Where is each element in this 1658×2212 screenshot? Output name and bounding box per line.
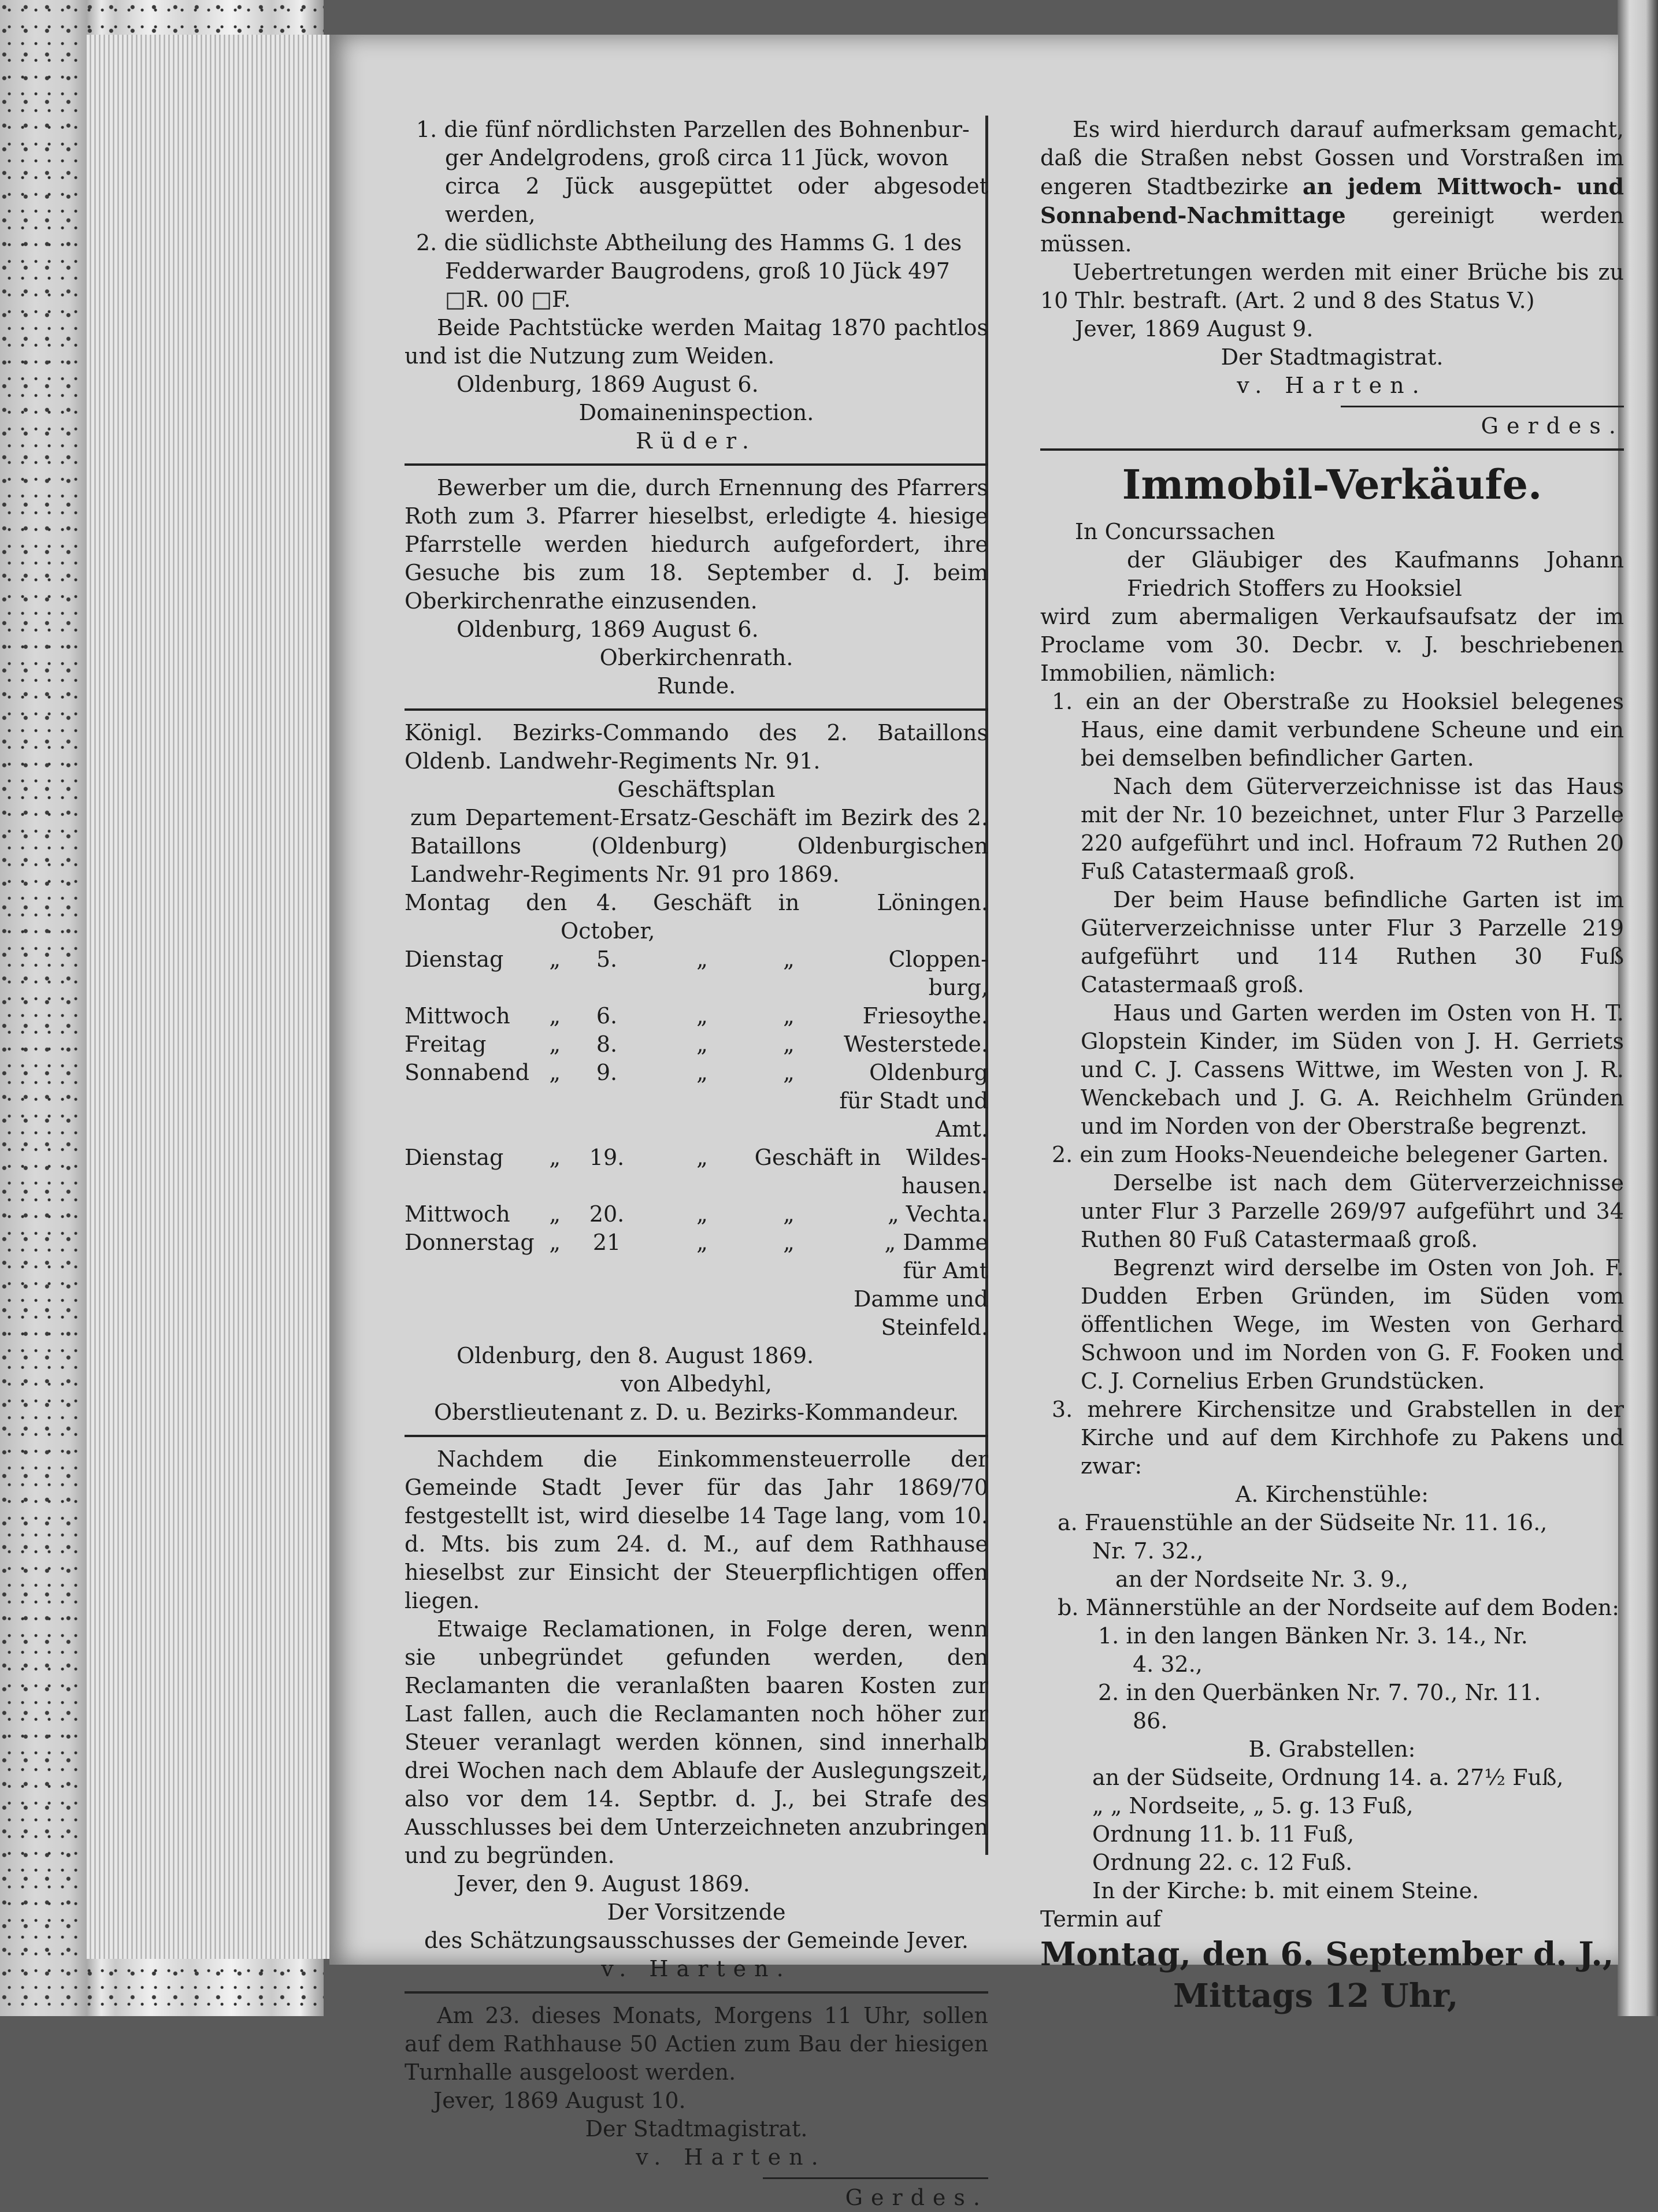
- day: [405, 974, 526, 1002]
- place: Cloppen-: [888, 947, 988, 972]
- day: Dienstag: [405, 1145, 504, 1170]
- street-body: Uebertretungen werden mit einer Brüche bis zu 10 Thlr. bestraft. (Art. 2 und 8 des Status V.): [1040, 259, 1624, 313]
- military-title: Geschäftsplan: [617, 777, 776, 802]
- notice-property-sale: [1040, 518, 1624, 2017]
- den: den: [526, 890, 567, 915]
- right-column: [1040, 116, 1624, 2017]
- tax-body: Etwaige Reclamationen, in Folge deren, wenn sie unbegründet gefunden werden, den Reclamanten die veranlaßten baaren Kosten zur Last fallen, auch die Reclamanten noch höher zur Steuer veranlagt werden können, sind innerhalb drei Wochen nach dem Ablaufe der Auslegungszeit, also vor dem 14. Septbr. d. J., bei Strafe des Ausschlusses bei dem Unterzeichneten anzubringen und zu begründen.: [405, 1616, 988, 1868]
- pew-line: 4. 32.,: [1133, 1651, 1203, 1677]
- date: 20.: [589, 1201, 625, 1227]
- den: „: [549, 947, 561, 972]
- ditto: „: [696, 1201, 708, 1227]
- schedule-row: [405, 1257, 988, 1342]
- place: Westerstede.: [843, 1031, 988, 1057]
- den: „: [549, 1003, 561, 1029]
- countersignature: Gerdes.: [845, 2185, 988, 2210]
- lease-line: ger Andelgrodens, groß circa 11 Jück, wovon: [445, 145, 949, 170]
- den: [526, 1257, 561, 1342]
- street-body: [1040, 116, 1624, 258]
- schedule-row: [405, 889, 988, 945]
- divider: [1341, 406, 1624, 407]
- place: Wildes-: [906, 1145, 988, 1170]
- ditto: Geschäft: [653, 890, 752, 915]
- ditto: „: [783, 947, 795, 972]
- signature: Rüder.: [636, 428, 757, 454]
- place: burg,: [928, 975, 988, 1000]
- den: [526, 1172, 561, 1200]
- grave-line: „ „ Nordseite, „ 5. g. 13 Fuß,: [1092, 1793, 1414, 1818]
- den: „: [549, 1031, 561, 1057]
- grave-line: Ordnung 22. c. 12 Fuß.: [1092, 1850, 1353, 1875]
- sale-item-text: Begrenzt wird derselbe im Osten von Joh. F. Dudden Erben Gründen, im Süden vom öffentlichen Wege, im Westen von Gerhard Schwoon und im Norden von G. F. Fooken und C. J. Cornelius Erben Grundstücken.: [1081, 1255, 1624, 1394]
- date: [561, 1087, 653, 1144]
- ditto: „: [696, 947, 708, 972]
- lease-line: circa 2 Jück ausgepüttet oder abgesodet werden,: [445, 173, 988, 227]
- pew-line: an der Nordseite Nr. 3. 9.,: [1115, 1567, 1408, 1592]
- place: für Stadt und Amt.: [839, 1088, 988, 1142]
- section-heading: Immobil-Verkäufe.: [1122, 461, 1542, 509]
- notice-tax-roll: [405, 1445, 988, 1983]
- ditto: [653, 1257, 751, 1342]
- place-date: Oldenburg, den 8. August 1869.: [457, 1343, 814, 1368]
- den: „: [549, 1145, 561, 1170]
- ditto: [653, 1172, 751, 1200]
- authority: des Schätzungsausschusses der Gemeinde Jever.: [424, 1928, 969, 1953]
- ditto: „: [783, 1003, 795, 1029]
- den: „: [549, 1230, 561, 1255]
- pew-line: 1. in den langen Bänken Nr. 3. 14., Nr.: [1098, 1623, 1528, 1649]
- lease-line: □R. 00 □F.: [445, 287, 571, 312]
- schedule-row: [405, 1200, 988, 1229]
- ditto: „: [696, 1060, 708, 1085]
- day: Sonnabend: [405, 1060, 530, 1085]
- authority: Oberkirchenrath.: [599, 645, 793, 670]
- place-date: Oldenburg, 1869 August 6.: [457, 617, 759, 642]
- schedule-row: [405, 974, 988, 1002]
- date: 5.: [596, 947, 618, 972]
- lease-line: 2. die südlichste Abtheilung des Hamms G. 1 des: [416, 230, 962, 255]
- schedule-row: [405, 945, 988, 974]
- day: Donnerstag: [405, 1230, 535, 1255]
- shares-body: Am 23. dieses Monats, Morgens 11 Uhr, sollen auf dem Rathhause 50 Actien zum Bau der hiesigen Turnhalle ausgeloost werden.: [405, 2003, 988, 2085]
- authority: Der Stadtmagistrat.: [1221, 344, 1444, 370]
- notice-pastor: [405, 474, 988, 700]
- date: [561, 1257, 653, 1342]
- den: „: [549, 1060, 561, 1085]
- countersignature: Gerdes.: [1481, 413, 1624, 439]
- place: hausen.: [901, 1173, 988, 1198]
- lease-line: Fedderwarder Baugrodens, groß 10 Jück 497: [445, 258, 950, 284]
- signature: Runde.: [656, 673, 736, 699]
- date: 21: [592, 1230, 621, 1255]
- termin-time: Mittags 12 Uhr,: [1173, 1977, 1459, 2015]
- place: „ Vechta.: [888, 1201, 988, 1227]
- pew-line: b. Männerstühle an der Nordseite auf dem Boden:: [1058, 1595, 1620, 1620]
- divider: [1040, 448, 1624, 451]
- schedule-row: [405, 1172, 988, 1200]
- military-header: Königl. Bezirks-Commando des 2. Bataillons Oldenb. Landwehr-Regiments Nr. 91.: [405, 720, 988, 774]
- place-date: Oldenburg, 1869 August 6.: [457, 372, 759, 397]
- date: 4. October,: [561, 890, 655, 944]
- pew-line: 86.: [1133, 1708, 1168, 1734]
- schedule-row: [405, 1087, 988, 1144]
- notice-street-cleaning: [1040, 116, 1624, 440]
- date: 6.: [596, 1003, 618, 1029]
- schedule-row: [405, 1229, 988, 1257]
- subheading: B. Grabstellen:: [1248, 1736, 1416, 1762]
- ditto: [751, 1087, 826, 1144]
- pastor-body: Bewerber um die, durch Ernennung des Pfarrers Roth zum 3. Pfarrer hieselbst, erledigte 4. hiesige Pfarrstelle werden hiedurch aufgefordert, ihre Gesuche bis zum 18. September d. J. beim Oberkirchenrathe einzusenden.: [405, 475, 988, 614]
- signature: v. Harten.: [601, 1956, 792, 1981]
- place-date: Jever, 1869 August 10.: [433, 2088, 686, 2113]
- day: Mittwoch: [405, 1201, 510, 1227]
- date: [561, 1172, 653, 1200]
- sale-item-text: Derselbe ist nach dem Güterverzeichnisse unter Flur 3 Parzelle 269/97 aufgeführt und 34 Ruthen 80 Fuß Catastermaaß groß.: [1081, 1170, 1624, 1252]
- body-bold: an jedem Mittwoch- und Sonnabend-Nachmittage: [1040, 173, 1624, 228]
- military-subtitle: zum Departement-Ersatz-Geschäft im Bezirk des 2. Bataillons (Oldenburg) Oldenburgischen Landwehr-Regiments Nr. 91 pro 1869.: [410, 805, 988, 887]
- left-column: [405, 116, 988, 2212]
- sale-item: 3. mehrere Kirchensitze und Grabstellen in der Kirche und auf dem Kirchhofe zu Pakens und zwar:: [1052, 1397, 1624, 1479]
- place: „ Damme: [884, 1230, 988, 1255]
- sale-intro: wird zum abermaligen Verkaufsaufsatz der im Proclame vom 30. Decbr. v. J. beschriebenen Immobilien, nämlich:: [1040, 604, 1624, 686]
- date: 9.: [596, 1060, 618, 1085]
- ditto: „: [783, 1230, 795, 1255]
- pew-line: Nr. 7. 32.,: [1092, 1538, 1204, 1564]
- sale-item-text: Haus und Garten werden im Osten von H. T. Glopstein Kinder, im Süden von J. H. Gerriets und C. J. Cassens Wittwe, im Westen von J. R. Wenckebach und J. G. A. Reichhelm Gründen und im Norden von der Oberstraße begrenzt.: [1081, 1000, 1624, 1139]
- pew-line: 2. in den Querbänken Nr. 7. 70., Nr. 11.: [1098, 1680, 1541, 1705]
- date: [561, 974, 653, 1002]
- termin-label: Termin auf: [1040, 1906, 1161, 1932]
- place: Friesoythe.: [862, 1003, 988, 1029]
- place: Löningen.: [877, 890, 988, 915]
- ditto: [653, 1087, 751, 1144]
- ditto: in: [778, 890, 800, 915]
- schedule-row: [405, 1144, 988, 1172]
- day: Montag: [405, 890, 491, 915]
- sale-item-text: Nach dem Güterverzeichnisse ist das Haus mit der Nr. 10 bezeichnet, unter Flur 3 Parzelle 220 aufgeführt und incl. Hofraum 72 Ruthen 20 Fuß Catastermaaß groß.: [1081, 774, 1624, 884]
- ditto: Geschäft in: [754, 1145, 881, 1170]
- place-date: Jever, den 9. August 1869.: [457, 1871, 750, 1896]
- place: Oldenburg: [869, 1060, 988, 1085]
- lease-line: 1. die fünf nördlichsten Parzellen des Bohnenbur-: [416, 117, 970, 142]
- tax-body: Nachdem die Einkommensteuerrolle der Gemeinde Stadt Jever für das Jahr 1869/70 festgestellt ist, wird dieselbe 14 Tage lang, vom 10. d. Mts. bis zum 24. d. M., auf dem Rathhause hieselbst zur Einsicht der Steuerpflichtigen offen liegen.: [405, 1446, 988, 1613]
- sale-item-text: Der beim Hause befindliche Garten ist im Güterverzeichnisse unter Flur 3 Parzelle 219 aufgeführt und 114 Ruthen 30 Fuß Catastermaaß groß.: [1081, 887, 1624, 997]
- day: [405, 1257, 526, 1342]
- divider: [405, 1991, 988, 1994]
- termin-date: Montag, den 6. September d. J.,: [1040, 1935, 1614, 1973]
- notice-lease: [405, 116, 988, 455]
- authority: Der Vorsitzende: [607, 1899, 786, 1925]
- signature: von Albedyhl,: [621, 1371, 772, 1397]
- ditto: „: [696, 1003, 708, 1029]
- body-text: gereinigt werden müssen.: [1040, 203, 1624, 257]
- schedule-row: [405, 1002, 988, 1030]
- authority: Der Stadtmagistrat.: [585, 2116, 808, 2142]
- authority: Domaineninspection.: [578, 400, 814, 425]
- schedule-row: [405, 1059, 988, 1087]
- grave-line: Ordnung 11. b. 11 Fuß,: [1092, 1821, 1355, 1847]
- page-edges: [87, 35, 331, 1959]
- ditto: [751, 1172, 826, 1200]
- ditto: „: [783, 1060, 795, 1085]
- den: [526, 974, 561, 1002]
- ditto: [751, 1257, 826, 1342]
- ditto: „: [783, 1201, 795, 1227]
- signature-title: Oberstlieutenant z. D. u. Bezirks-Kommandeur.: [434, 1400, 959, 1425]
- grave-line: In der Kirche: b. mit einem Steine.: [1092, 1878, 1479, 1903]
- ditto: [751, 974, 826, 1002]
- signature: v. Harten.: [1237, 373, 1427, 398]
- sale-intro: In Concurssachen: [1075, 519, 1275, 544]
- place-date: Jever, 1869 August 9.: [1075, 316, 1314, 342]
- date: 19.: [589, 1145, 625, 1170]
- body-text: Es wird hierdurch darauf aufmerksam gemacht, daß die Straßen nebst Gossen und Vorstraßen im engeren Stadtbezirke: [1040, 117, 1624, 199]
- ditto: „: [783, 1031, 795, 1057]
- signature: v. Harten.: [636, 2144, 826, 2170]
- ditto: „: [696, 1230, 708, 1255]
- divider: [405, 1435, 988, 1437]
- den: [526, 1087, 561, 1144]
- schedule-row: [405, 1030, 988, 1059]
- ditto: „: [696, 1145, 708, 1170]
- ditto: [653, 974, 751, 1002]
- den: „: [549, 1201, 561, 1227]
- lease-body: Beide Pachtstücke werden Maitag 1870 pachtlos und ist die Nutzung zum Weiden.: [405, 315, 988, 369]
- schedule-table: [405, 889, 988, 1342]
- divider: [405, 463, 988, 466]
- day: Dienstag: [405, 947, 504, 972]
- subheading: A. Kirchenstühle:: [1235, 1482, 1429, 1507]
- day: [405, 1087, 526, 1144]
- pew-line: a. Frauenstühle an der Südseite Nr. 11. 16.,: [1058, 1510, 1548, 1535]
- day: [405, 1172, 526, 1200]
- newspaper-page: [329, 35, 1624, 2210]
- divider: [763, 2177, 988, 2179]
- ditto: „: [696, 1031, 708, 1057]
- date: 8.: [596, 1031, 618, 1057]
- sale-item: 1. ein an der Oberstraße zu Hooksiel belegenes Haus, eine damit verbundene Scheune und ein bei demselben befindlicher Garten.: [1052, 689, 1624, 771]
- grave-line: an der Südseite, Ordnung 14. a. 27½ Fuß,: [1092, 1765, 1564, 1790]
- sale-item: 2. ein zum Hooks-Neuendeiche belegener Garten.: [1052, 1142, 1609, 1167]
- day: Freitag: [405, 1031, 487, 1057]
- place: für Amt Damme und Steinfeld.: [853, 1258, 988, 1340]
- sale-intro: der Gläubiger des Kaufmanns Johann Friedrich Stoffers zu Hooksiel: [1127, 547, 1624, 601]
- notice-military: [405, 719, 988, 1427]
- day: Mittwoch: [405, 1003, 510, 1029]
- notice-shares: [405, 2002, 988, 2212]
- divider: [405, 708, 988, 711]
